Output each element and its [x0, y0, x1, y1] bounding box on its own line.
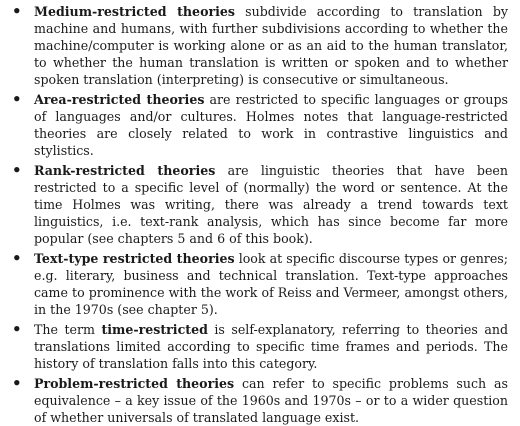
bullet-icon: •: [12, 249, 22, 267]
term-area-restricted: Area-restricted theories: [34, 92, 205, 107]
list-item-area-restricted: [8, 91, 508, 159]
bullet-icon: •: [12, 2, 22, 20]
list-item-medium-restricted: [8, 3, 508, 88]
bullet-icon: •: [12, 161, 22, 179]
item-lead-text: The term: [34, 322, 102, 337]
item-body-text: look at specific discourse types or genres; e.g. literary, business and technical translation. Text-type approaches came to prominence with the work of Reiss and Vermeer, amongst others, in the 1970s (see chapter 5).: [34, 251, 508, 317]
term-text-type-restricted: Text-type restricted theories: [34, 251, 235, 266]
list-item-time-restricted: [8, 321, 508, 372]
item-body-text: is self-explanatory, referring to theories and translations limited according to specific time frames and periods. The history of translation falls into this category.: [34, 322, 509, 371]
item-body-text: subdivide according to translation by machine and humans, with further subdivisions according to whether the machine/computer is working alone or as an aid to the human translator, to whether the human translation is written or spoken and to whether spoken translation (interpreting) is consecutive or simultaneous.: [34, 4, 508, 87]
term-rank-restricted: Rank-restricted theories: [34, 163, 216, 178]
item-body-text: can refer to specific problems such as equivalence – a key issue of the 1960s and 1970s – or to a wider question of whether universals of translated language exist.: [34, 376, 508, 425]
list-item-problem-restricted: [8, 375, 508, 426]
bullet-icon: •: [12, 320, 22, 338]
term-medium-restricted: Medium-restricted theories: [34, 4, 235, 19]
term-time-restricted: time-restricted: [101, 322, 208, 337]
term-problem-restricted: Problem-restricted theories: [34, 376, 235, 391]
bullet-icon: •: [12, 374, 22, 392]
bullet-icon: •: [12, 90, 22, 108]
list-item-rank-restricted: [8, 162, 508, 247]
theory-bullet-list: [8, 3, 508, 426]
list-item-text-type-restricted: [8, 250, 508, 318]
item-body-text: are linguistic theories that have been restricted to a specific level of (normally) the word or sentence. At the time Holmes was writing, there was already a trend towards text linguistics, i.e. text-rank analysis, which has since become far more popular (see chapters 5 and 6 of this book).: [34, 163, 508, 246]
item-body-text: are restricted to specific languages or groups of languages and/or cultures. Holmes notes that language-restricted theories are closely related to work in contrastive linguistics and stylistics.: [34, 92, 508, 158]
